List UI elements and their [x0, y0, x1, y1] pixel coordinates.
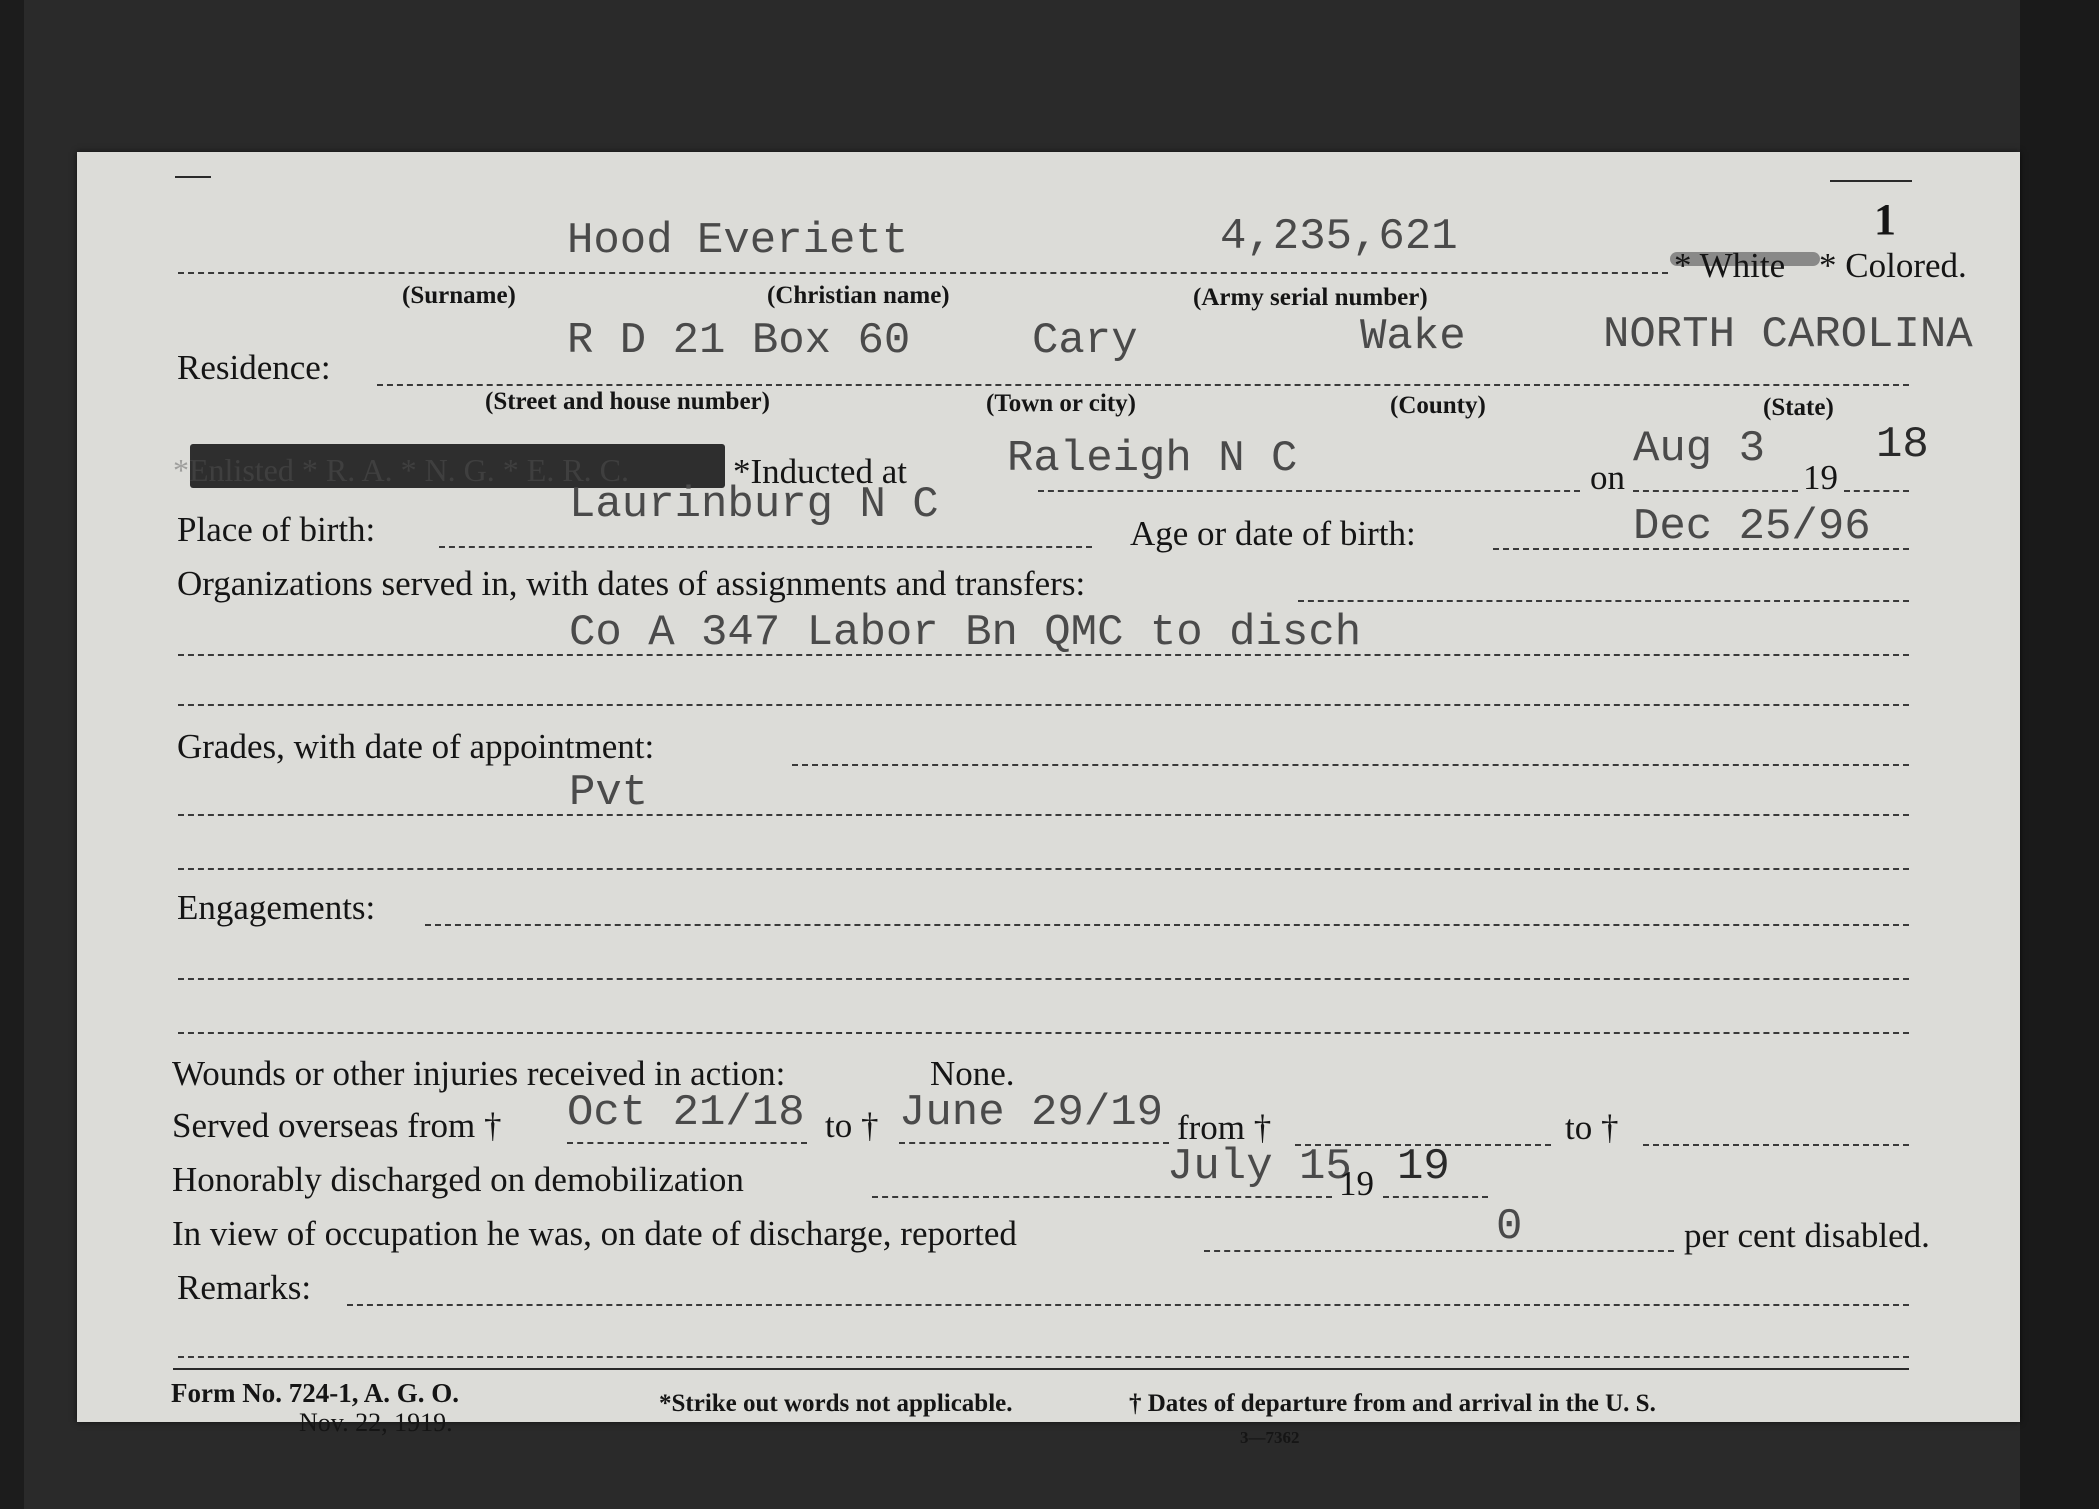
overseas-from-value: Oct 21/18 [567, 1088, 805, 1138]
state-caption: (State) [1763, 394, 1834, 421]
inducted-year-line [1844, 490, 1909, 492]
discharge-line [872, 1196, 1332, 1198]
inducted-date-line [1633, 490, 1798, 492]
organizations-line-2 [178, 654, 1909, 656]
remarks-line-2 [178, 1356, 1909, 1358]
name-line [178, 272, 1668, 274]
top-right-rule [1830, 180, 1912, 182]
residence-street-value: R D 21 Box 60 [567, 316, 911, 366]
organizations-line-3 [178, 704, 1909, 706]
residence-label: Residence: [177, 348, 331, 387]
residence-town-value: Cary [1032, 316, 1138, 366]
overseas-to-line-2 [1643, 1144, 1909, 1146]
discharge-year-line [1383, 1196, 1488, 1198]
overseas-to-value: June 29/19 [899, 1088, 1164, 1138]
top-left-dash [175, 176, 211, 178]
discharge-year-value: 19 [1397, 1142, 1450, 1192]
footer-rule [173, 1368, 1909, 1370]
date-of-birth-value: Dec 25/96 [1633, 502, 1871, 552]
disability-value: 0 [1496, 1202, 1523, 1252]
grades-line-1 [792, 764, 1909, 766]
enlisted-struck-label: *Enlisted * R. A. * N. G. * E. R. C. [173, 452, 630, 488]
inducted-at-label: *Inducted at [733, 452, 907, 491]
race-white-option: * White [1674, 246, 1786, 285]
race-colored-option: * Colored. [1819, 246, 1967, 285]
inducted-date-value: Aug 3 [1633, 424, 1766, 474]
inducted-year-value: 18 [1876, 420, 1929, 470]
wounds-label: Wounds or other injuries received in action: [172, 1054, 786, 1093]
left-background-edge [0, 0, 24, 1509]
residence-line [377, 384, 1909, 386]
christian-name-value: Everiett [697, 216, 909, 266]
card-number: 1 [1874, 195, 1896, 244]
grades-line-3 [178, 868, 1909, 870]
street-caption: (Street and house number) [485, 388, 770, 415]
organizations-value: Co A 347 Labor Bn QMC to disch [569, 608, 1362, 658]
discharge-year-prefix: 19 [1339, 1164, 1374, 1203]
disability-line [1204, 1250, 1674, 1252]
right-background-edge [2020, 0, 2099, 1509]
age-label: Age or date of birth: [1130, 514, 1416, 553]
inducted-year-prefix: 19 [1803, 458, 1838, 497]
date-of-birth-line [1493, 548, 1909, 550]
strike-out-note: *Strike out words not applicable. [659, 1390, 1013, 1417]
overseas-from-label-2: from † [1177, 1108, 1272, 1147]
grades-value: Pvt [569, 768, 649, 818]
place-of-birth-line [439, 546, 1092, 548]
wounds-value: None. [930, 1054, 1015, 1093]
organizations-label: Organizations served in, with dates of assignments and transfers: [177, 564, 1086, 603]
service-record-card [77, 152, 2020, 1447]
residence-state-value: NORTH CAROLINA [1603, 310, 1973, 360]
overseas-from-line [567, 1142, 807, 1144]
surname-caption: (Surname) [402, 282, 516, 309]
disability-suffix: per cent disabled. [1684, 1216, 1930, 1255]
remarks-label: Remarks: [177, 1268, 312, 1307]
dates-note: † Dates of departure from and arrival in the U. S. [1129, 1390, 1656, 1417]
christian-name-caption: (Christian name) [767, 282, 950, 309]
inducted-place-value: Raleigh N C [1007, 434, 1298, 484]
inducted-on-label: on [1590, 458, 1625, 497]
print-code: 3—7362 [1240, 1428, 1300, 1447]
disability-label: In view of occupation he was, on date of discharge, reported [172, 1214, 1017, 1253]
remarks-line-1 [347, 1304, 1909, 1306]
inducted-line [1038, 490, 1580, 492]
overseas-to-label: to † [825, 1106, 879, 1145]
engagements-line-1 [425, 924, 1909, 926]
place-of-birth-value: Laurinburg N C [569, 480, 939, 530]
discharge-date-value: July 15 [1167, 1142, 1352, 1192]
organizations-line-1 [1298, 600, 1909, 602]
serial-caption: (Army serial number) [1193, 284, 1428, 311]
form-number: Form No. 724-1, A. G. O. [171, 1378, 459, 1408]
place-of-birth-label: Place of birth: [177, 510, 376, 549]
grades-line-2 [178, 814, 1909, 816]
serial-number-value: 4,235,621 [1220, 212, 1458, 262]
overseas-to-line [899, 1142, 1169, 1144]
discharge-label: Honorably discharged on demobilization [172, 1160, 744, 1199]
town-caption: (Town or city) [986, 390, 1136, 417]
residence-county-value: Wake [1360, 312, 1466, 362]
surname-value: Hood [567, 216, 673, 266]
engagements-line-3 [178, 1032, 1909, 1034]
form-date: Nov. 22, 1919. [299, 1408, 453, 1437]
county-caption: (County) [1390, 392, 1486, 419]
overseas-label: Served overseas from † [172, 1106, 502, 1145]
engagements-line-2 [178, 978, 1909, 980]
engagements-label: Engagements: [177, 888, 376, 927]
overseas-to-label-2: to † [1565, 1108, 1619, 1147]
grades-label: Grades, with date of appointment: [177, 727, 655, 766]
